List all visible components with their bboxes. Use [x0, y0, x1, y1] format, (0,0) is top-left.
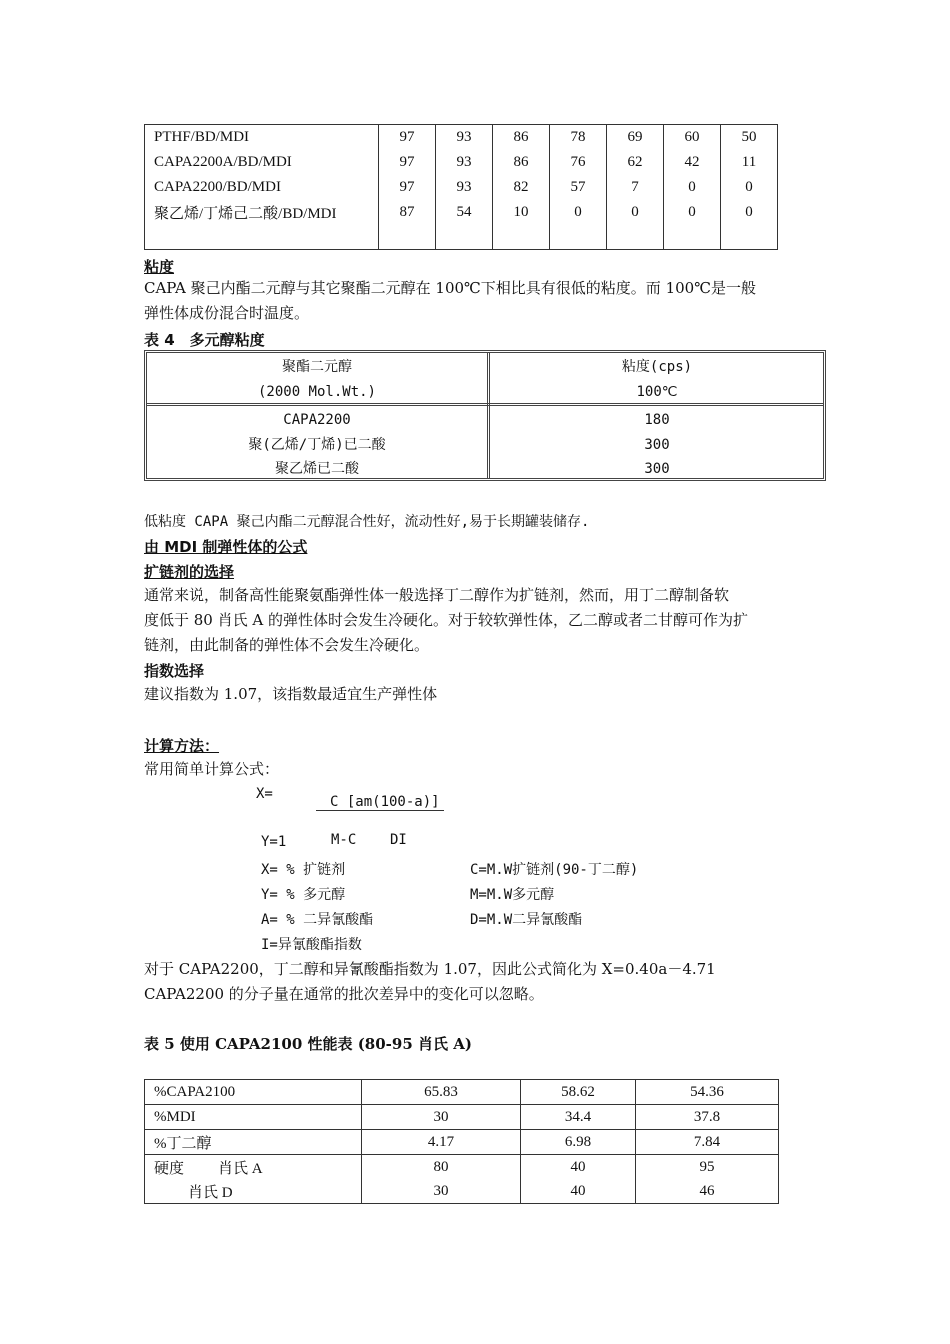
table1-cell: 78 — [550, 125, 607, 151]
table1-cell: 10 — [493, 200, 550, 225]
formula-denominator-di: DI — [390, 832, 407, 848]
table5-cell: 6.98 — [521, 1130, 636, 1155]
table1-cell: 42 — [664, 150, 721, 175]
table5-hardness-label: 硬度 — [154, 1160, 185, 1177]
chain-extender-heading: 扩链剂的选择 — [144, 563, 235, 581]
table1-cell: 54 — [436, 200, 493, 225]
table1-cell: 0 — [721, 175, 778, 200]
table4-head-left-1: 聚酯二元醇 — [282, 359, 352, 375]
chain-extender-line-1: 通常来说，制备高性能聚氨酯弹性体一般选择丁二醇作为扩链剂，然而，用丁二醇制备软 — [144, 586, 730, 604]
table1-cell: 60 — [664, 125, 721, 151]
table1-cell: 0 — [550, 200, 607, 225]
table5-cell: 4.17 — [362, 1130, 521, 1155]
table5-row-label: %丁二醇 — [145, 1130, 362, 1155]
table5-cell: 58.62 — [521, 1080, 636, 1105]
table1-cell: 62 — [607, 150, 664, 175]
table1-cell: 97 — [379, 175, 436, 200]
polyol-viscosity-table — [144, 350, 826, 481]
table4-row-name: 聚(乙烯/丁烯)已二酸 — [248, 437, 386, 453]
table1-cell: 57 — [550, 175, 607, 200]
table5-hardness-label-cell — [145, 1155, 362, 1180]
def-y: Y= % 多元醇 — [261, 887, 346, 903]
calc-note-line: CAPA2200 的分子量在通常的批次差异中的变化可以忽略。 — [144, 985, 544, 1003]
table1-cell: 82 — [493, 175, 550, 200]
viscosity-heading: 粘度 — [144, 258, 175, 276]
table1-empty-cell — [550, 225, 607, 250]
table1-cell: 97 — [379, 125, 436, 151]
hardness-retention-table — [144, 124, 778, 250]
table1-cell: 76 — [550, 150, 607, 175]
table5-caption: 表 5 使用 CAPA2100 性能表 (80-95 肖氏 A) — [144, 1035, 472, 1053]
table5-cell: 54.36 — [636, 1080, 779, 1105]
table1-cell: 93 — [436, 150, 493, 175]
chain-extender-line-3: 链剂，由此制备的弹性体不会发生冷硬化。 — [144, 636, 430, 654]
table5-shore-a-cell: 40 — [521, 1155, 636, 1180]
table1-cell: 97 — [379, 150, 436, 175]
table1-row-label: PTHF/BD/MDI — [145, 125, 379, 151]
table5-shore-d-label: 肖氏 D — [188, 1184, 233, 1201]
def-x: X= % 扩链剂 — [261, 862, 346, 878]
table1-empty-cell — [436, 225, 493, 250]
table5-row — [145, 1105, 779, 1130]
table1-cell: 86 — [493, 150, 550, 175]
index-line: 建议指数为 1.07，该指数最适宜生产弹性体 — [144, 685, 438, 703]
table4-row-value: 300 — [644, 461, 670, 477]
table5-row-label: %MDI — [145, 1105, 362, 1130]
table1-cell: 86 — [493, 125, 550, 151]
table1-cell: 0 — [664, 200, 721, 225]
calc-heading: 计算方法： — [144, 737, 220, 755]
capa2100-performance-table — [144, 1079, 779, 1204]
index-heading: 指数选择 — [144, 662, 205, 680]
table1-cell: 69 — [607, 125, 664, 151]
table1-cell: 11 — [721, 150, 778, 175]
table1-row — [145, 150, 778, 175]
def-c: C=M.W扩链剂(90-丁二醇) — [470, 862, 639, 878]
table5-cell: 65.83 — [362, 1080, 521, 1105]
table1-cell: 0 — [664, 175, 721, 200]
table4-row-value: 180 — [644, 412, 670, 428]
chain-extender-line-2: 度低于 80 肖氏 A 的弹性体时会发生冷硬化。对于较软弹性体，乙二醇或者二甘醇可作为扩 — [144, 611, 748, 629]
formula-heading: 由 MDI 制弹性体的公式 — [144, 538, 308, 556]
table1-empty-cell — [721, 225, 778, 250]
table1-cell: 93 — [436, 175, 493, 200]
table5-hardness-shore-a-row — [145, 1155, 779, 1180]
table4-head-right-2: 100℃ — [636, 384, 678, 400]
table1-row-label: CAPA2200A/BD/MDI — [145, 150, 379, 175]
table1-empty-cell — [664, 225, 721, 250]
calc-result-line: 对于 CAPA2200，丁二醇和异氰酸酯指数为 1.07，因此公式简化为 X=0.40a－4.71 — [144, 960, 716, 978]
table1-row-label: CAPA2200/BD/MDI — [145, 175, 379, 200]
table1-spacer-row — [145, 225, 778, 250]
table5-shore-a-cell: 80 — [362, 1155, 521, 1180]
table5-cell: 37.8 — [636, 1105, 779, 1130]
table5-cell: 34.4 — [521, 1105, 636, 1130]
def-m: M=M.W多元醇 — [470, 887, 555, 903]
table5-row-label: %CAPA2100 — [145, 1080, 362, 1105]
table5-shore-d-cell: 46 — [636, 1179, 779, 1204]
table5-shore-a-label: 肖氏 A — [218, 1160, 263, 1177]
table5-shore-d-cell: 30 — [362, 1179, 521, 1204]
table1-empty-cell — [145, 225, 379, 250]
table1-cell: 0 — [721, 200, 778, 225]
table4-head-left-2: (2000 Mol.Wt.) — [257, 384, 376, 400]
table5-shore-d-label-cell — [145, 1179, 362, 1204]
viscosity-text-line-1: CAPA 聚己内酯二元醇与其它聚酯二元醇在 100℃下相比具有很低的粘度。而 100℃是一般 — [144, 279, 756, 297]
table4-caption: 表 4 多元醇粘度 — [144, 331, 265, 349]
table1-cell: 50 — [721, 125, 778, 151]
formula-denominator-mc: M-C — [331, 832, 357, 848]
table4-row-name: 聚乙烯已二酸 — [275, 461, 359, 477]
table1-cell: 7 — [607, 175, 664, 200]
calc-intro: 常用简单计算公式： — [144, 760, 280, 778]
table5-row — [145, 1080, 779, 1105]
table1-row-label: 聚乙烯/丁烯己二酸/BD/MDI — [145, 200, 379, 225]
table1-cell: 0 — [607, 200, 664, 225]
table4-row-name: CAPA2200 — [283, 412, 351, 428]
table5-cell: 30 — [362, 1105, 521, 1130]
viscosity-text-line-2: 弹性体成份混合时温度。 — [144, 304, 310, 322]
table5-row — [145, 1130, 779, 1155]
def-d: D=M.W二异氰酸酯 — [470, 912, 583, 928]
formula-x-eq: X= — [256, 786, 273, 802]
table4-row-value: 300 — [644, 437, 670, 453]
table5-shore-a-cell: 95 — [636, 1155, 779, 1180]
table1-row — [145, 200, 778, 225]
table1-empty-cell — [493, 225, 550, 250]
table1-empty-cell — [379, 225, 436, 250]
table1-cell: 87 — [379, 200, 436, 225]
table1-cell: 93 — [436, 125, 493, 151]
table4-head-right-1: 粘度(cps) — [621, 359, 693, 375]
low-viscosity-note: 低粘度 CAPA 聚己内酯二元醇混合性好，流动性好,易于长期罐装储存. — [144, 514, 590, 530]
table1-row — [145, 175, 778, 200]
def-i: I=异氰酸酯指数 — [261, 937, 362, 953]
table1-row — [145, 125, 778, 151]
table5-shore-d-cell: 40 — [521, 1179, 636, 1204]
table1-empty-cell — [607, 225, 664, 250]
formula-y-eq: Y=1 — [261, 834, 287, 850]
formula-numerator: C [am(100-a)] — [316, 794, 444, 811]
def-a: A= % 二异氰酸酯 — [261, 912, 374, 928]
table5-hardness-shore-d-row — [145, 1179, 779, 1204]
table5-cell: 7.84 — [636, 1130, 779, 1155]
